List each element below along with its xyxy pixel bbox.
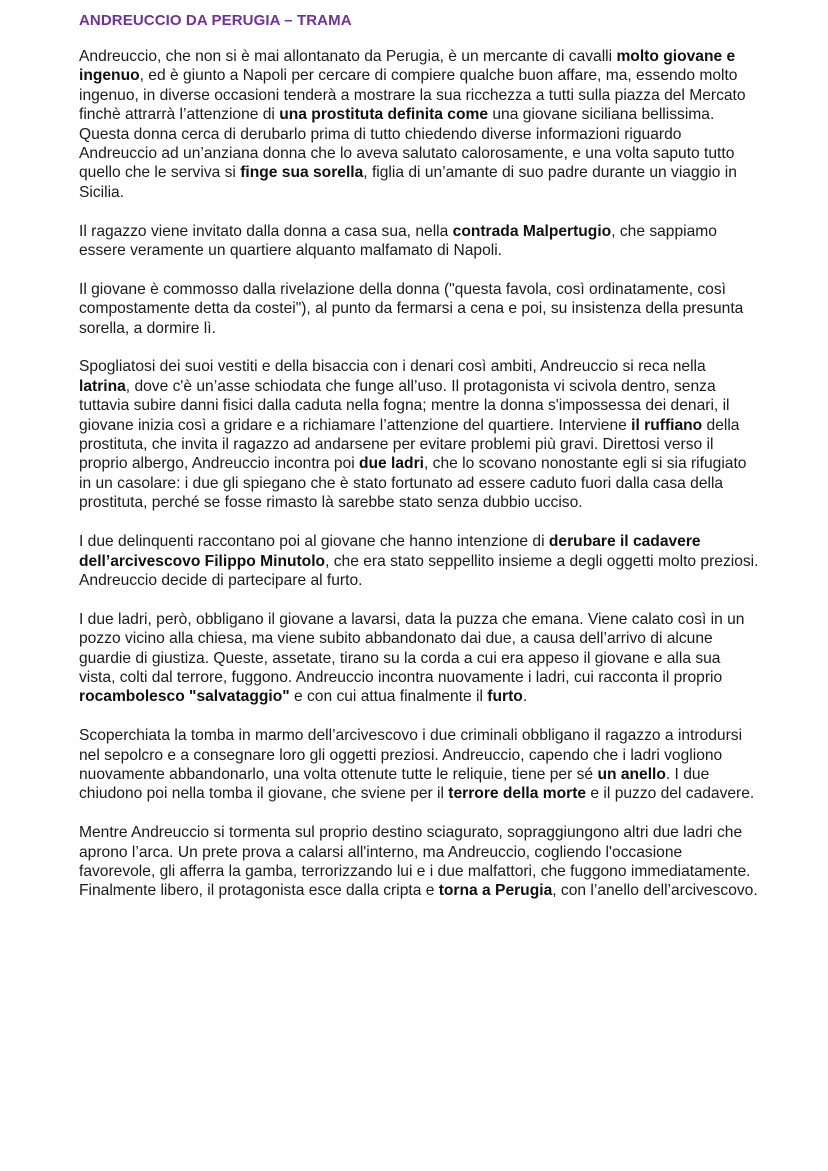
paragraph — [79, 610, 759, 707]
bold-phrase: contrada Malpertugio — [452, 222, 612, 240]
text-run: , dove c'è un’asse schiodata che funge all’uso. Il protagonista vi scivola dentro, senza tuttavia subire danni fisici dalla caduta nella fogna; mentre la donna s'impossessa dei denari, il giovane inizia così a gridare e a richiamare l’attenzione del quartiere. Interviene — [79, 377, 730, 434]
text-run: I due delinquenti raccontano poi al giovane che hanno intenzione di — [79, 533, 549, 551]
paragraph — [79, 47, 759, 202]
bold-phrase: il ruffiano — [631, 416, 703, 434]
bold-phrase: una prostituta definita come — [279, 106, 489, 124]
text-run: Andreuccio, che non si è mai allontanato da Perugia, è un mercante di cavalli — [79, 48, 617, 65]
bold-phrase: torna a Perugia — [438, 882, 553, 900]
text-run: , che lo scovano nonostante egli si sia rifugiato in un casolare: i due gli spiegano che è stato fortunato ad essere caduto fuori dalla casa della prostituta, perché se fosse rimasto là sarebbe stato senza dubbio ucciso. — [79, 455, 747, 512]
bold-phrase: derubare il cadavere dell’arcivescovo Filippo Minutolo — [79, 533, 701, 570]
text-run: Il giovane è commosso dalla rivelazione della donna ("questa favola, così ordinatamente, così compostamente detta da costei"), al punto da fermarsi a cena e poi, su insistenza della presunta sorella, a dormire lì. — [79, 280, 744, 337]
paragraph — [79, 280, 759, 338]
bold-phrase: terrore della morte — [448, 785, 587, 803]
bold-phrase: latrina — [79, 377, 126, 395]
text-run: . I due chiudono poi nella tomba il giovane, che sviene per il — [79, 765, 710, 803]
bold-phrase: finge sua sorella — [240, 164, 364, 182]
paragraph — [79, 823, 759, 901]
paragraph — [79, 532, 759, 590]
text-run: Il ragazzo viene invitato dalla donna a casa sua, nella — [79, 222, 453, 240]
text-run: e il puzzo del cadavere. — [586, 785, 755, 803]
text-run: . — [522, 688, 528, 706]
text-run: Spogliatosi dei suoi vestiti e della bisaccia con i denari così ambiti, Andreuccio si reca nella — [79, 358, 706, 376]
text-run: Mentre Andreuccio si tormenta sul proprio destino sciagurato, sopraggiungono altri due ladri che aprono l’arca. Un prete prova a calarsi all'interno, ma Andreuccio, cogliendo l'occasione favorevole, gli afferra la gamba, terrorizzando lui e i due malfattori, che fuggono immediatamente. Finalmente libero, il protagonista esce dalla cripta e — [79, 824, 751, 900]
text-run: , che sappiamo essere veramente un quartiere alquanto malfamato di Napoli. — [79, 222, 717, 260]
bold-phrase: rocambolesco "salvataggio" — [79, 688, 290, 706]
document-title: ANDREUCCIO DA PERUGIA – TRAMA — [79, 12, 352, 29]
text-run: della prostituta, che invita il ragazzo ad andarsene per evitare problemi più gravi. Direttosi verso il proprio albergo, Andreuccio incontra poi — [79, 416, 740, 473]
text-run: , figlia di un’amante di suo padre durante un viaggio in Sicilia. — [79, 164, 737, 201]
bold-phrase: molto giovane e ingenuo — [79, 48, 736, 85]
text-run: e con cui attua finalmente il — [289, 688, 488, 706]
text-run: una giovane siciliana bellissima. Questa donna cerca di derubarlo prima di tutto chiedendo diverse informazioni riguardo Andreuccio ad un’anziana donna che lo aveva salutato calorosamente, e una volta saputo tutto quello che le serviva si — [79, 106, 735, 182]
text-run: , ed è giunto a Napoli per cercare di compiere qualche buon affare, ma, essendo molto ingenuo, in diverse occasioni tenderà a mostrare la sua ricchezza a tutti sulla piazza del Mercato finchè attrarrà l’attenzione di — [79, 67, 746, 124]
paragraph — [79, 726, 759, 804]
document-body — [79, 47, 759, 920]
text-run: , con l’anello dell’arcivescovo. — [552, 882, 758, 900]
text-run: Scoperchiata la tomba in marmo dell’arcivescovo i due criminali obbligano il ragazzo a introdursi nel sepolcro e a consegnare loro gli oggetti preziosi. Andreuccio, capendo che i ladri vogliono nuovamente abbandonarlo, una volta ottenute tutte le reliquie, tiene per sé — [79, 727, 743, 783]
bold-phrase: un anello — [597, 765, 666, 783]
bold-phrase: due ladri — [359, 455, 424, 473]
text-run: , che era stato seppellito insieme a degli oggetti molto preziosi. Andreuccio decide di partecipare al furto. — [79, 552, 759, 589]
paragraph — [79, 357, 759, 512]
paragraph — [79, 222, 759, 261]
bold-phrase: furto — [487, 688, 523, 706]
text-run: I due ladri, però, obbligano il giovane a lavarsi, data la puzza che emana. Viene calato così in un pozzo vicino alla chiesa, ma viene subito abbandonato dai due, a causa dell’arrivo di alcune guardie di giustiza. Queste, assetate, tirano su la corda a cui era appeso il giovane e alla sua vista, colti dal terrore, fuggono. Andreuccio incontra nuovamente i ladri, cui racconta il proprio — [79, 610, 745, 686]
